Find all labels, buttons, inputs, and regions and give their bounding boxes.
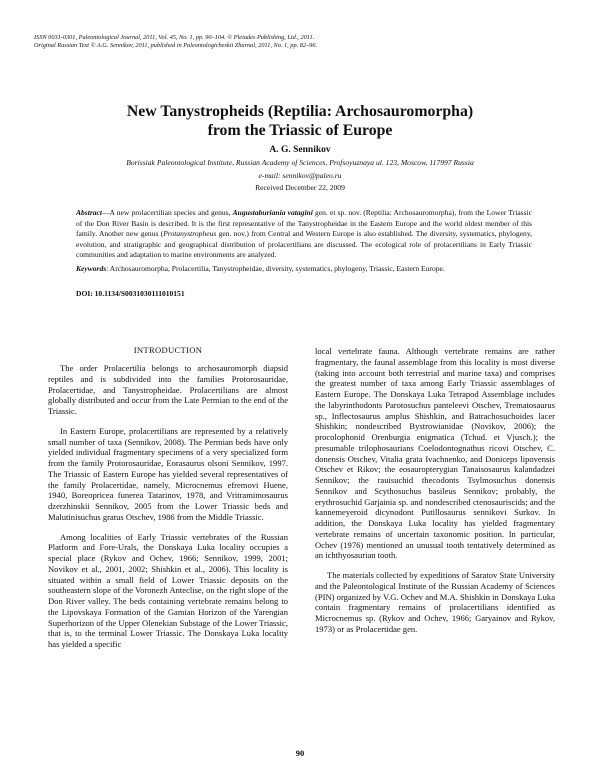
page-number: 90: [295, 748, 305, 758]
article-title: [0, 103, 600, 140]
doi: DOI: 10.1134/S0031030111010151: [76, 289, 185, 298]
keywords: [76, 264, 532, 275]
title-line-2: from the Triassic of Europe: [207, 121, 393, 139]
left-column: [48, 363, 288, 650]
abstract-genus-2: Protanystropheus: [163, 229, 217, 239]
paragraph: local vertebrate fauna. Although vertebrate remains are rather fragmentary, the faunal assemblage from this locality is most diverse (taking into account both terrestrial and marine taxa) and comprises the greatest number of taxa among Early Triassic assemblages of Eastern Europe. The Donskaya Luka Tetrapod Assemblage includes the labyrinthodonts Parotosuchus panteleevi Otschev, Trematosaurus sp., Inflectosaurus amplus Shishkin, and Batrachosuchoides lacer Shishkin; nondescribed Bystrowianidae (Novikov, 2006); the procolophonid Orenburgia enigmatica (Tchud. et Vjusch.); the presumable trilophosaurians Coelodontognathus ricovi Otschev, C. donensis Otschev, Vitalia grata Ivachnenko, and Doniceps lipovensis Otschev et Rikov; the eosauropterygian Tanaisosaurus kalandadzei Sennikov; the rauisuchid thecodonts Tsylmosuchus donensis Sennikov and Scythosuchus basileus Sennikov; probably, the erythrosuchid Garjainia sp. and nondescribed ctenosauriscids; and the kannemeyeroid dicynodont Putillosaurus sennikovi Surkov. In addition, the Donskaya Luka locality has yielded fragmentary vertebrate remains of uncertain taxonomic position. In particular, Ochev (1976) mentioned an unusual tooth tentatively determined as an ichthyosaurian tooth.: [315, 346, 555, 561]
keywords-label: Keywords: [76, 264, 107, 273]
author-email: e-mail: sennikov@paleo.ru: [258, 171, 342, 180]
abstract-genus: Augustaburiania vatagini: [232, 208, 313, 217]
paragraph: The materials collected by expeditions of Saratov State University and the Paleontological Institute of the Russian Academy of Sciences (PIN) organized by V.G. Ochev and M.A. Shishkin in Donskaya Luka contain fragmentary remains of prolacertilians identified as Microcnemus sp. (Rykov and Ochev, 1966; Garyainov and Rykov, 1973) or as Prolacertidae gen.: [315, 570, 555, 634]
paragraph: Among localities of Early Triassic vertebrates of the Russian Platform and Fore-Urals, the Donskaya Luka locality occupies a special place (Rykov and Ochev, 1966; Sennikov, 1999, 2001; Novikov et al., 2001, 2002; Shishkin et al., 2006). This locality is situated within a small field of Lower Triassic deposits on the southeastern slope of the Voronezh Anteclise, on the right slope of the Don River valley. The beds containing vertebrate remains belong to the Lipovskaya Formation of the Gamian Horizon of the Yarengian Superhorizon of the Upper Olenekian Substage of the Lower Triassic, that is, to the terminal Lower Triassic. The Donskaya Luka locality has yielded a specific: [48, 531, 288, 649]
paragraph: The order Prolacertilia belongs to archosauromorph diapsid reptiles and is subdivided into the families Protorosauridae, Prolacertidae, and Tanystropheidae. Prolacertilians are almost globally distributed and occur from the Late Permian to the end of the Triassic.: [48, 363, 288, 416]
abstract-label: Abstract: [76, 208, 102, 217]
journal-header: [34, 34, 574, 50]
abstract: [76, 208, 532, 261]
author-name: A. G. Sennikov: [269, 145, 331, 155]
paragraph: In Eastern Europe, prolacertilians are represented by a relatively small number of taxa (Sennikov, 2008). The Permian beds have only yielded individual fragmentary specimens of a very specialized form from the family Protorosauridae, Eorasaurus olsoni Sennikov, 1997. The Triassic of Eastern Europe has yielded several representatives of the family Prolacertidae, namely, Microcnemus efremovi Huene, 1940, Boreopricea funerea Tatarinov, 1978, and Vritramimosaurus dzerzhinskii Sennikov, 2005 from the Lower Triassic beds and Malutinisuchus gratus Otschev, 1986 from the Middle Triassic.: [48, 425, 288, 522]
journal-citation-line: ISSN 0031-0301, Paleontological Journal, 2011, Vol. 45, No. 1, pp. 90–104. © Pleiades Publishing, Ltd., 2011.: [34, 34, 315, 41]
section-heading-introduction: INTRODUCTION: [133, 345, 203, 355]
abstract-text-2: gen. et sp. nov. (Reptilia: Archosauromorpha), from the Lower Triassic of the Don River Basin is described. It is the first representative of the Tanystropheidae in the Eastern Europe and the world oldest member of this family. Another new genus (: [76, 208, 532, 239]
keywords-text: : Archosauromorpha, Prolacertilia, Tanystropheidae, diversity, systematics, phylogeny, Triassic, Eastern Europe.: [106, 264, 445, 273]
abstract-text-3: gen. nov.) from Central and Western Europe is also established. The diversity, systematics, phylogeny, evolution, and stratigraphic and geographical distribution of prolacertilians are discussed. The ecological role of prolacertilians in Early Triassic communities and adaptation to marine environments are analyzed.: [76, 229, 532, 260]
title-line-1: New Tanystropheids (Reptilia: Archosauromorpha): [126, 103, 474, 120]
author-affiliation: Borissiak Paleontological Institute, Russian Academy of Sciences, Profsoyuznaya ul. 123, Moscow, 117997 Russia: [126, 158, 474, 167]
abstract-text-1: —A new prolacertilian species and genus,: [102, 208, 233, 217]
received-date: Received December 22, 2009: [255, 183, 345, 192]
original-text-line: Original Russian Text © A.G. Sennikov, 2011, published in Paleontologicheskii Zhurnal, 2011, No. 1, pp. 82–96.: [34, 42, 318, 49]
right-column: [315, 346, 555, 635]
